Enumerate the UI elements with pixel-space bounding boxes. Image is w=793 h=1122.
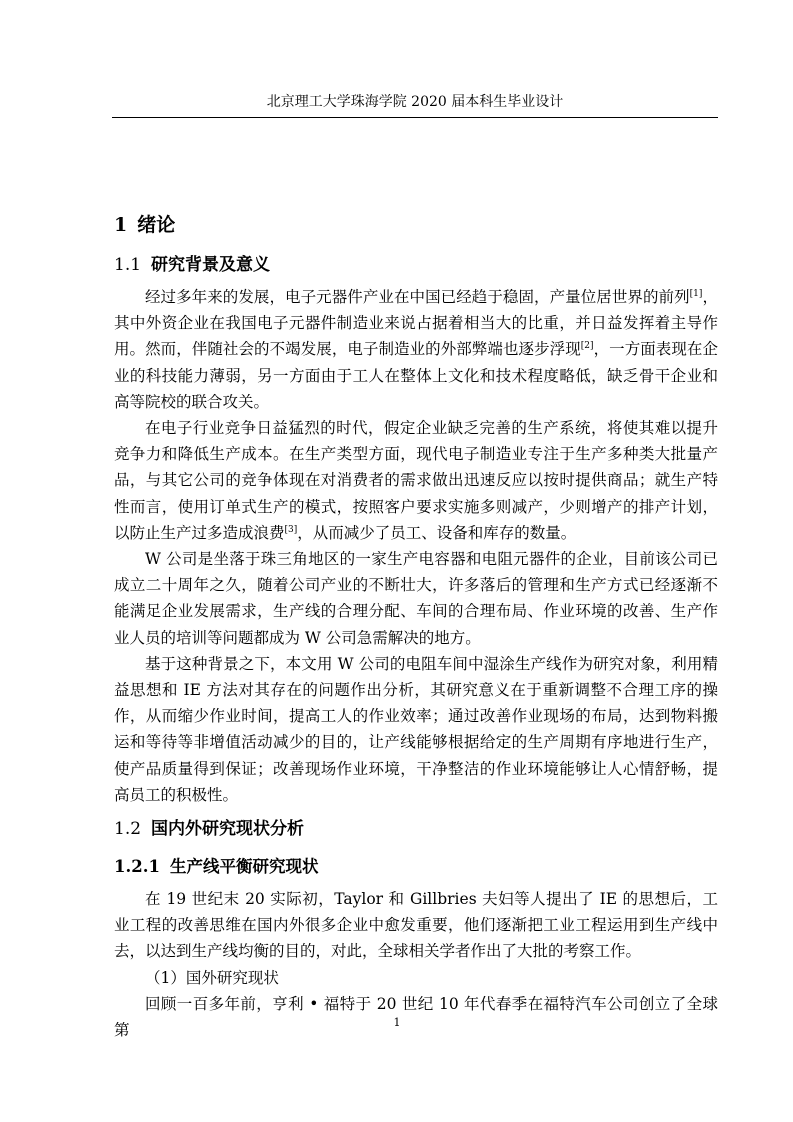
subsection-title: 生产线平衡研究现状 (169, 857, 319, 877)
text-run: 在电子行业竞争日益猛烈的时代，假定企业缺乏完善的生产系统，将使其难以提升竞争力和降低生产成本。在生产类型方面，现代电子制造业专注于生产多种类大批量产品，与其它公司的竞争体现在对消费者的需求做出迅速反应以按时提供商品；就生产特性而言，使用订单式生产的模式，按照客户要求实施多则减产，少则增产的排产计划，以防止生产过多造成浪费 (114, 419, 718, 542)
document-body (114, 206, 718, 1043)
text-run: ，一方面表现在企业的科技能力薄弱，另一方面由于工人在整体上文化和技术程度略低，缺乏骨干企业和高等院校的联合攻关。 (114, 340, 718, 411)
section-1-2-heading (114, 816, 718, 842)
subsection-number: 1.2.1 (114, 857, 160, 877)
chapter-number: 1 (114, 214, 128, 236)
section-1-1-heading (114, 252, 718, 278)
section-number: 1.2 (114, 819, 142, 840)
citation-2: [2] (580, 341, 594, 352)
subsection-1-2-1-heading (114, 854, 718, 880)
chapter-title: 绪论 (137, 214, 176, 236)
text-run: ，从而减少了员工、设备和库存的数量。 (297, 523, 577, 542)
paragraph-5: 在 19 世纪末 20 实际初，Taylor 和 Gillbries 夫妇等人提出了 IE 的思想后，工业工程的改善思维在国内外很多企业中愈发重要，他们逐渐把工业工程运用到生产线中去，以达到生产线均衡的目的，对此，全球相关学者作出了大批的考察工作。 (114, 890, 718, 961)
list-item-foreign-research: （1）国外研究现状 (145, 968, 279, 987)
header-rule (112, 117, 718, 118)
section-title: 研究背景及意义 (151, 255, 271, 275)
page-header: 北京理工大学珠海学院 2020 届本科生毕业设计 (266, 94, 564, 110)
paragraph-6: 回顾一百多年前，亨利 • 福特于 20 世纪 10 年代春季在福特汽车公司创立了全球第 (114, 994, 718, 1040)
paragraph-1 (114, 284, 718, 415)
paragraph-3: W 公司是坐落于珠三角地区的一家生产电容器和电阻元器件的企业，目前该公司已成立二十周年之久，随着公司产业的不断壮大，许多落后的管理和生产方式已经逐渐不能满足企业发展需求，生产线的合理分配、车间的合理布局、作业环境的改善、生产作业人员的培训等问题都成为 W 公司急需解决的地方。 (114, 550, 718, 647)
citation-3: [3] (284, 524, 298, 535)
chapter-heading (114, 210, 718, 240)
section-number: 1.1 (114, 255, 142, 275)
text-run: ，其中外资企业在我国电子元器件制造业来说占据着相当大的比重，并日益发挥着主导作用。然而，伴随社会的不竭发展，电子制造业的外部弊端也逐步浮现 (114, 288, 718, 359)
page-number: 1 (393, 1016, 401, 1029)
paragraph-2 (114, 415, 718, 546)
paragraph-4: 基于这种背景之下，本文用 W 公司的电阻车间中湿涂生产线作为研究对象，利用精益思想和 IE 方法对其存在的问题作出分析，其研究意义在于重新调整不合理工序的操作，从而缩少作业时间，提高工人的作业效率；通过改善作业现场的布局，达到物料搬运和等待等非增值活动减少的目的，让产线能够根据给定的生产周期有序地进行生产，使产品质量得到保证；改善现场作业环境，干净整洁的作业环境能够让人心情舒畅，提高员工的积极性。 (114, 654, 718, 804)
section-title: 国内外研究现状分析 (151, 819, 305, 840)
citation-1: [1] (689, 288, 703, 299)
text-run: 经过多年来的发展，电子元器件产业在中国已经趋于稳固，产量位居世界的前列 (145, 288, 690, 306)
